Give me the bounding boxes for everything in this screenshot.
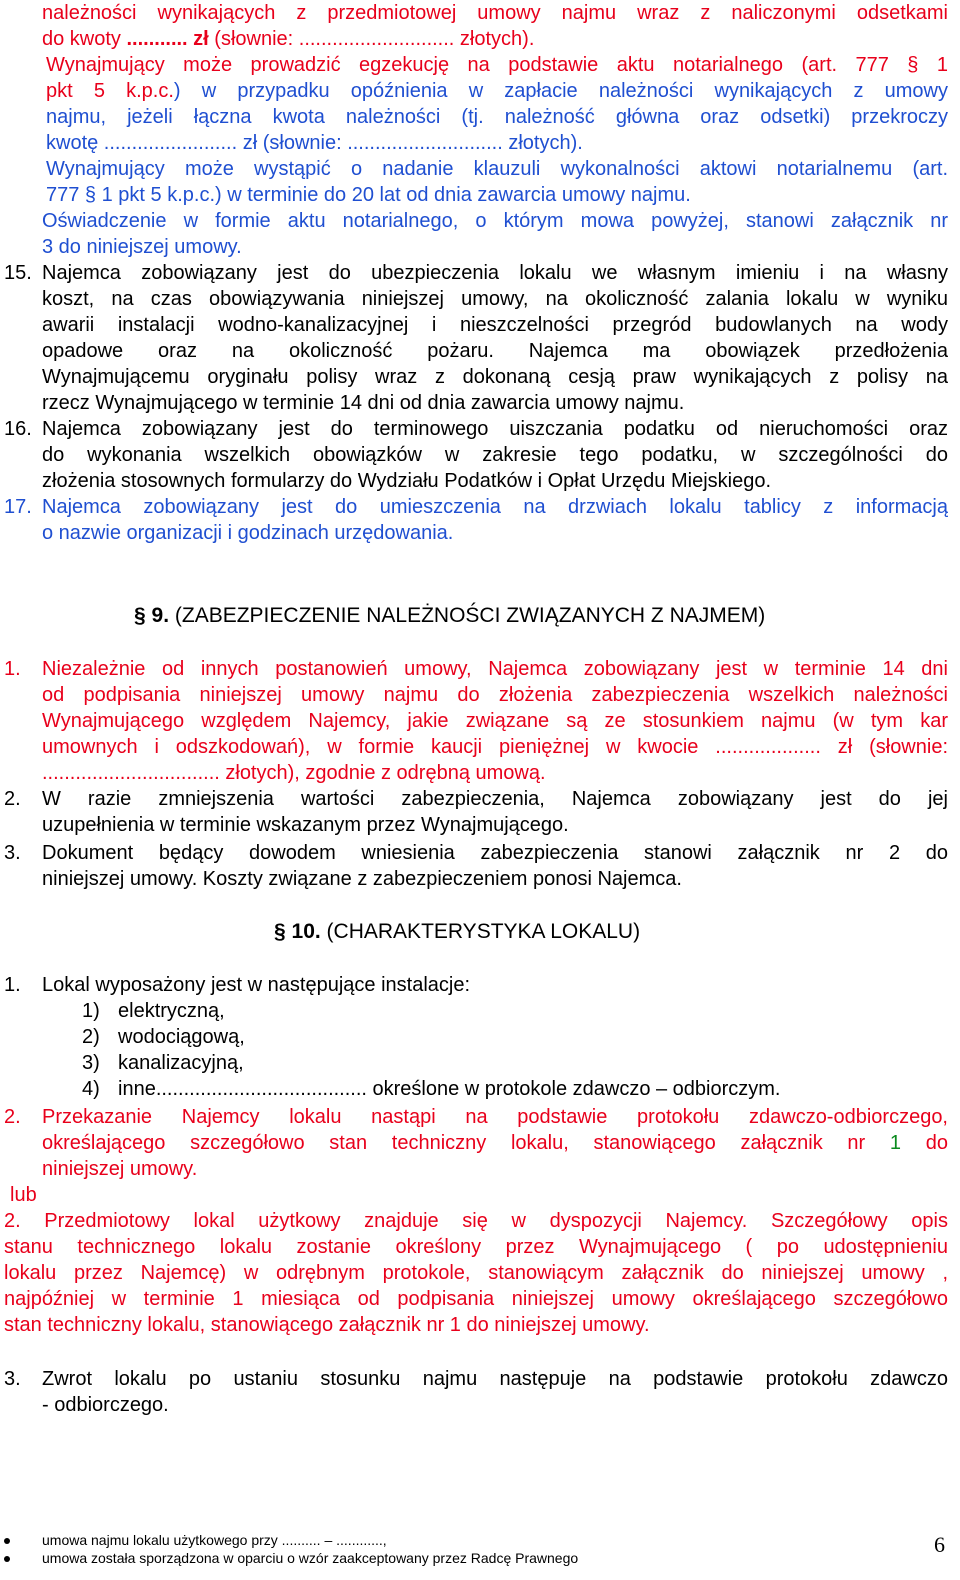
s10-item-2b-line-2: stanu technicznego lokalu zostanie określony przez Wynajmującego ( po udostępnieniu bbox=[4, 1236, 948, 1258]
section-title: (ZABEZPIECZENIE NALEŻNOŚCI ZWIĄZANYCH Z NAJMEM) bbox=[169, 604, 766, 627]
s9-item-1-line-2: od podpisania niniejszej umowy najmu do złożenia zabezpieczenia wszelkich należności bbox=[42, 684, 948, 706]
footer-bullet bbox=[4, 1556, 10, 1562]
p17-line-1: Najemca zobowiązany jest do umieszczenia na drzwiach lokalu tablicy z informacją bbox=[42, 496, 948, 518]
p1-line-10: 3 do niniejszej umowy. bbox=[42, 236, 242, 258]
p15-line-3: awarii instalacji wodno-kanalizacyjnej i nieszczelności przegród budowlanych na wody bbox=[42, 314, 948, 336]
s9-item-1-line-5: ................................ złotych), zgodnie z odrębną umową. bbox=[42, 762, 546, 784]
p16-line-1: Najemca zobowiązany jest do terminowego uiszczania podatku od nieruchomości oraz bbox=[42, 418, 948, 440]
p16-number: 16. bbox=[4, 418, 32, 440]
p15-line-6: rzecz Wynajmującego w terminie 14 dni od dnia zawarcia umowy najmu. bbox=[42, 392, 685, 414]
s10-item-2b-line-1: 2. Przedmiotowy lokal użytkowy znajduje się w dyspozycji Najemcy. Szczegółowy opis bbox=[4, 1210, 948, 1232]
p16-line-3: złożenia stosownych formularzy do Wydziału Podatków i Opłat Urzędu Miejskiego. bbox=[42, 470, 772, 492]
s10-sub-1-number: 1) bbox=[82, 1000, 100, 1022]
p1-line-9: Oświadczenie w formie aktu notarialnego, o którym mowa powyżej, stanowi załącznik nr bbox=[42, 210, 948, 232]
page-number: 6 bbox=[934, 1532, 945, 1557]
s9-item-2-number: 2. bbox=[4, 788, 21, 810]
p1-line-5: najmu, jeżeli łączna kwota należności (tj. należność główna oraz odsetki) przekroczy bbox=[46, 106, 948, 128]
p1-line-6: kwotę ........................ zł (słownie: ............................ złotych). bbox=[46, 132, 583, 154]
p1-line-8: 777 § 1 pkt 5 k.p.c.) w terminie do 20 lat od dnia zawarcia umowy najmu. bbox=[46, 184, 691, 206]
s10-sub-3-number: 3) bbox=[82, 1052, 100, 1074]
s10-item-3-line-1: Zwrot lokalu po ustaniu stosunku najmu następuje na podstawie protokołu zdawczo bbox=[42, 1368, 948, 1390]
section-number: 10. bbox=[285, 920, 321, 943]
p15-line-5: Wynajmującemu oryginału polisy wraz z dokonaną cesją praw wynikających z polisy na bbox=[42, 366, 948, 388]
p1-line-1: należności wynikających z przedmiotowej umowy najmu wraz z naliczonymi odsetkami bbox=[42, 2, 948, 24]
section-10-heading bbox=[274, 918, 640, 946]
s9-item-1-line-4: umownych i odszkodowań), w formie kaucji pieniężnej w kwocie ................... zł (słownie: bbox=[42, 736, 948, 758]
s10-sub-2-number: 2) bbox=[82, 1026, 100, 1048]
p17-number: 17. bbox=[4, 496, 32, 518]
s9-item-3-line-1: Dokument będący dowodem wniesienia zabezpieczenia stanowi załącznik nr 2 do bbox=[42, 842, 948, 864]
section-sign: § bbox=[274, 920, 286, 943]
p15-line-2: koszt, na czas obowiązywania niniejszej umowy, na okoliczność zalania lokalu w wyniku bbox=[42, 288, 948, 310]
s9-item-1-number: 1. bbox=[4, 658, 21, 680]
s9-item-3-line-2: niniejszej umowy. Koszty związane z zabezpieczeniem ponosi Najemca. bbox=[42, 868, 682, 890]
section-sign: § bbox=[134, 604, 146, 627]
s10-sub-4-number: 4) bbox=[82, 1078, 100, 1100]
s10-item-2b-line-5: stan techniczny lokalu, stanowiącego załącznik nr 1 do niniejszej umowy. bbox=[4, 1314, 650, 1336]
p17-line-2: o nazwie organizacji i godzinach urzędowania. bbox=[42, 522, 454, 544]
p1-line-3: Wynajmujący może prowadzić egzekucję na podstawie aktu notarialnego (art. 777 § 1 bbox=[46, 54, 948, 76]
section-title: (CHARAKTERYSTYKA LOKALU) bbox=[320, 920, 641, 943]
p1-line-7: Wynajmujący może wystąpić o nadanie klauzuli wykonalności aktowi notarialnemu (art. bbox=[46, 158, 948, 180]
p15-line-4: opadowe oraz na okoliczność pożaru. Najemca ma obowiązek przedłożenia bbox=[42, 340, 948, 362]
s10-item-2b-line-4: najpóźniej w terminie 1 miesiąca od podpisania niniejszej umowy określającego szczegółowo bbox=[4, 1288, 948, 1310]
s9-item-3-number: 3. bbox=[4, 842, 21, 864]
s10-item-2-line-2: określającego szczegółowo stan techniczny lokalu, stanowiącego załącznik nr 1 do bbox=[42, 1132, 948, 1154]
s10-item-3-number: 3. bbox=[4, 1368, 21, 1390]
s10-item-3-line-2: - odbiorczego. bbox=[42, 1394, 169, 1416]
s9-item-1-line-3: Wynajmującego względem Najemcy, jakie związane są ze stosunkiem najmu (w tym kar bbox=[42, 710, 948, 732]
footer-bullet bbox=[4, 1538, 10, 1544]
footer-line-1: umowa najmu lokalu użytkowego przy .......... – ............, bbox=[42, 1532, 387, 1548]
section-9-heading bbox=[134, 602, 765, 630]
p15-number: 15. bbox=[4, 262, 32, 284]
footer-line-2: umowa została sporządzona w oparciu o wzór zaakceptowany przez Radcę Prawnego bbox=[42, 1550, 579, 1566]
p1-line-4: pkt 5 k.p.c.) w przypadku opóźnienia w zapłacie należności wynikających z umowy bbox=[46, 80, 948, 102]
s10-sub-1-text: elektryczną, bbox=[118, 1000, 225, 1022]
p16-line-2: do wykonania wszelkich obowiązków w zakresie tego podatku, w szczególności do bbox=[42, 444, 948, 466]
s10-item-2-line-1: Przekazanie Najemcy lokalu nastąpi na podstawie protokołu zdawczo-odbiorczego, bbox=[42, 1106, 948, 1128]
p15-line-1: Najemca zobowiązany jest do ubezpieczenia lokalu we własnym imieniu i na własny bbox=[42, 262, 948, 284]
s10-item-2-line-3: niniejszej umowy. bbox=[42, 1158, 198, 1180]
s9-item-1-line-1: Niezależnie od innych postanowień umowy, Najemca zobowiązany jest w terminie 14 dni bbox=[42, 658, 948, 680]
section-number: 9. bbox=[145, 604, 170, 627]
s10-sub-2-text: wodociągową, bbox=[118, 1026, 245, 1048]
s10-item-2b-line-3: lokalu przez Najemcę) w odrębnym protokole, stanowiącym załącznik do niniejszej umowy , bbox=[4, 1262, 948, 1284]
s9-item-2-line-2: uzupełnienia w terminie wskazanym przez Wynajmującego. bbox=[42, 814, 569, 836]
s10-item-2-number: 2. bbox=[4, 1106, 21, 1128]
alternative-lub: lub bbox=[10, 1184, 37, 1206]
s10-item-1-line-1: Lokal wyposażony jest w następujące instalacje: bbox=[42, 974, 471, 996]
p1-line-2: do kwoty ........... zł (słownie: ............................ złotych). bbox=[42, 28, 535, 50]
s9-item-2-line-1: W razie zmniejszenia wartości zabezpieczenia, Najemca zobowiązany jest do jej bbox=[42, 788, 948, 810]
s10-sub-4-text: inne...................................... określone w protokole zdawczo – odbiorczym. bbox=[118, 1078, 781, 1100]
s10-sub-3-text: kanalizacyjną, bbox=[118, 1052, 244, 1074]
s10-item-1-number: 1. bbox=[4, 974, 21, 996]
